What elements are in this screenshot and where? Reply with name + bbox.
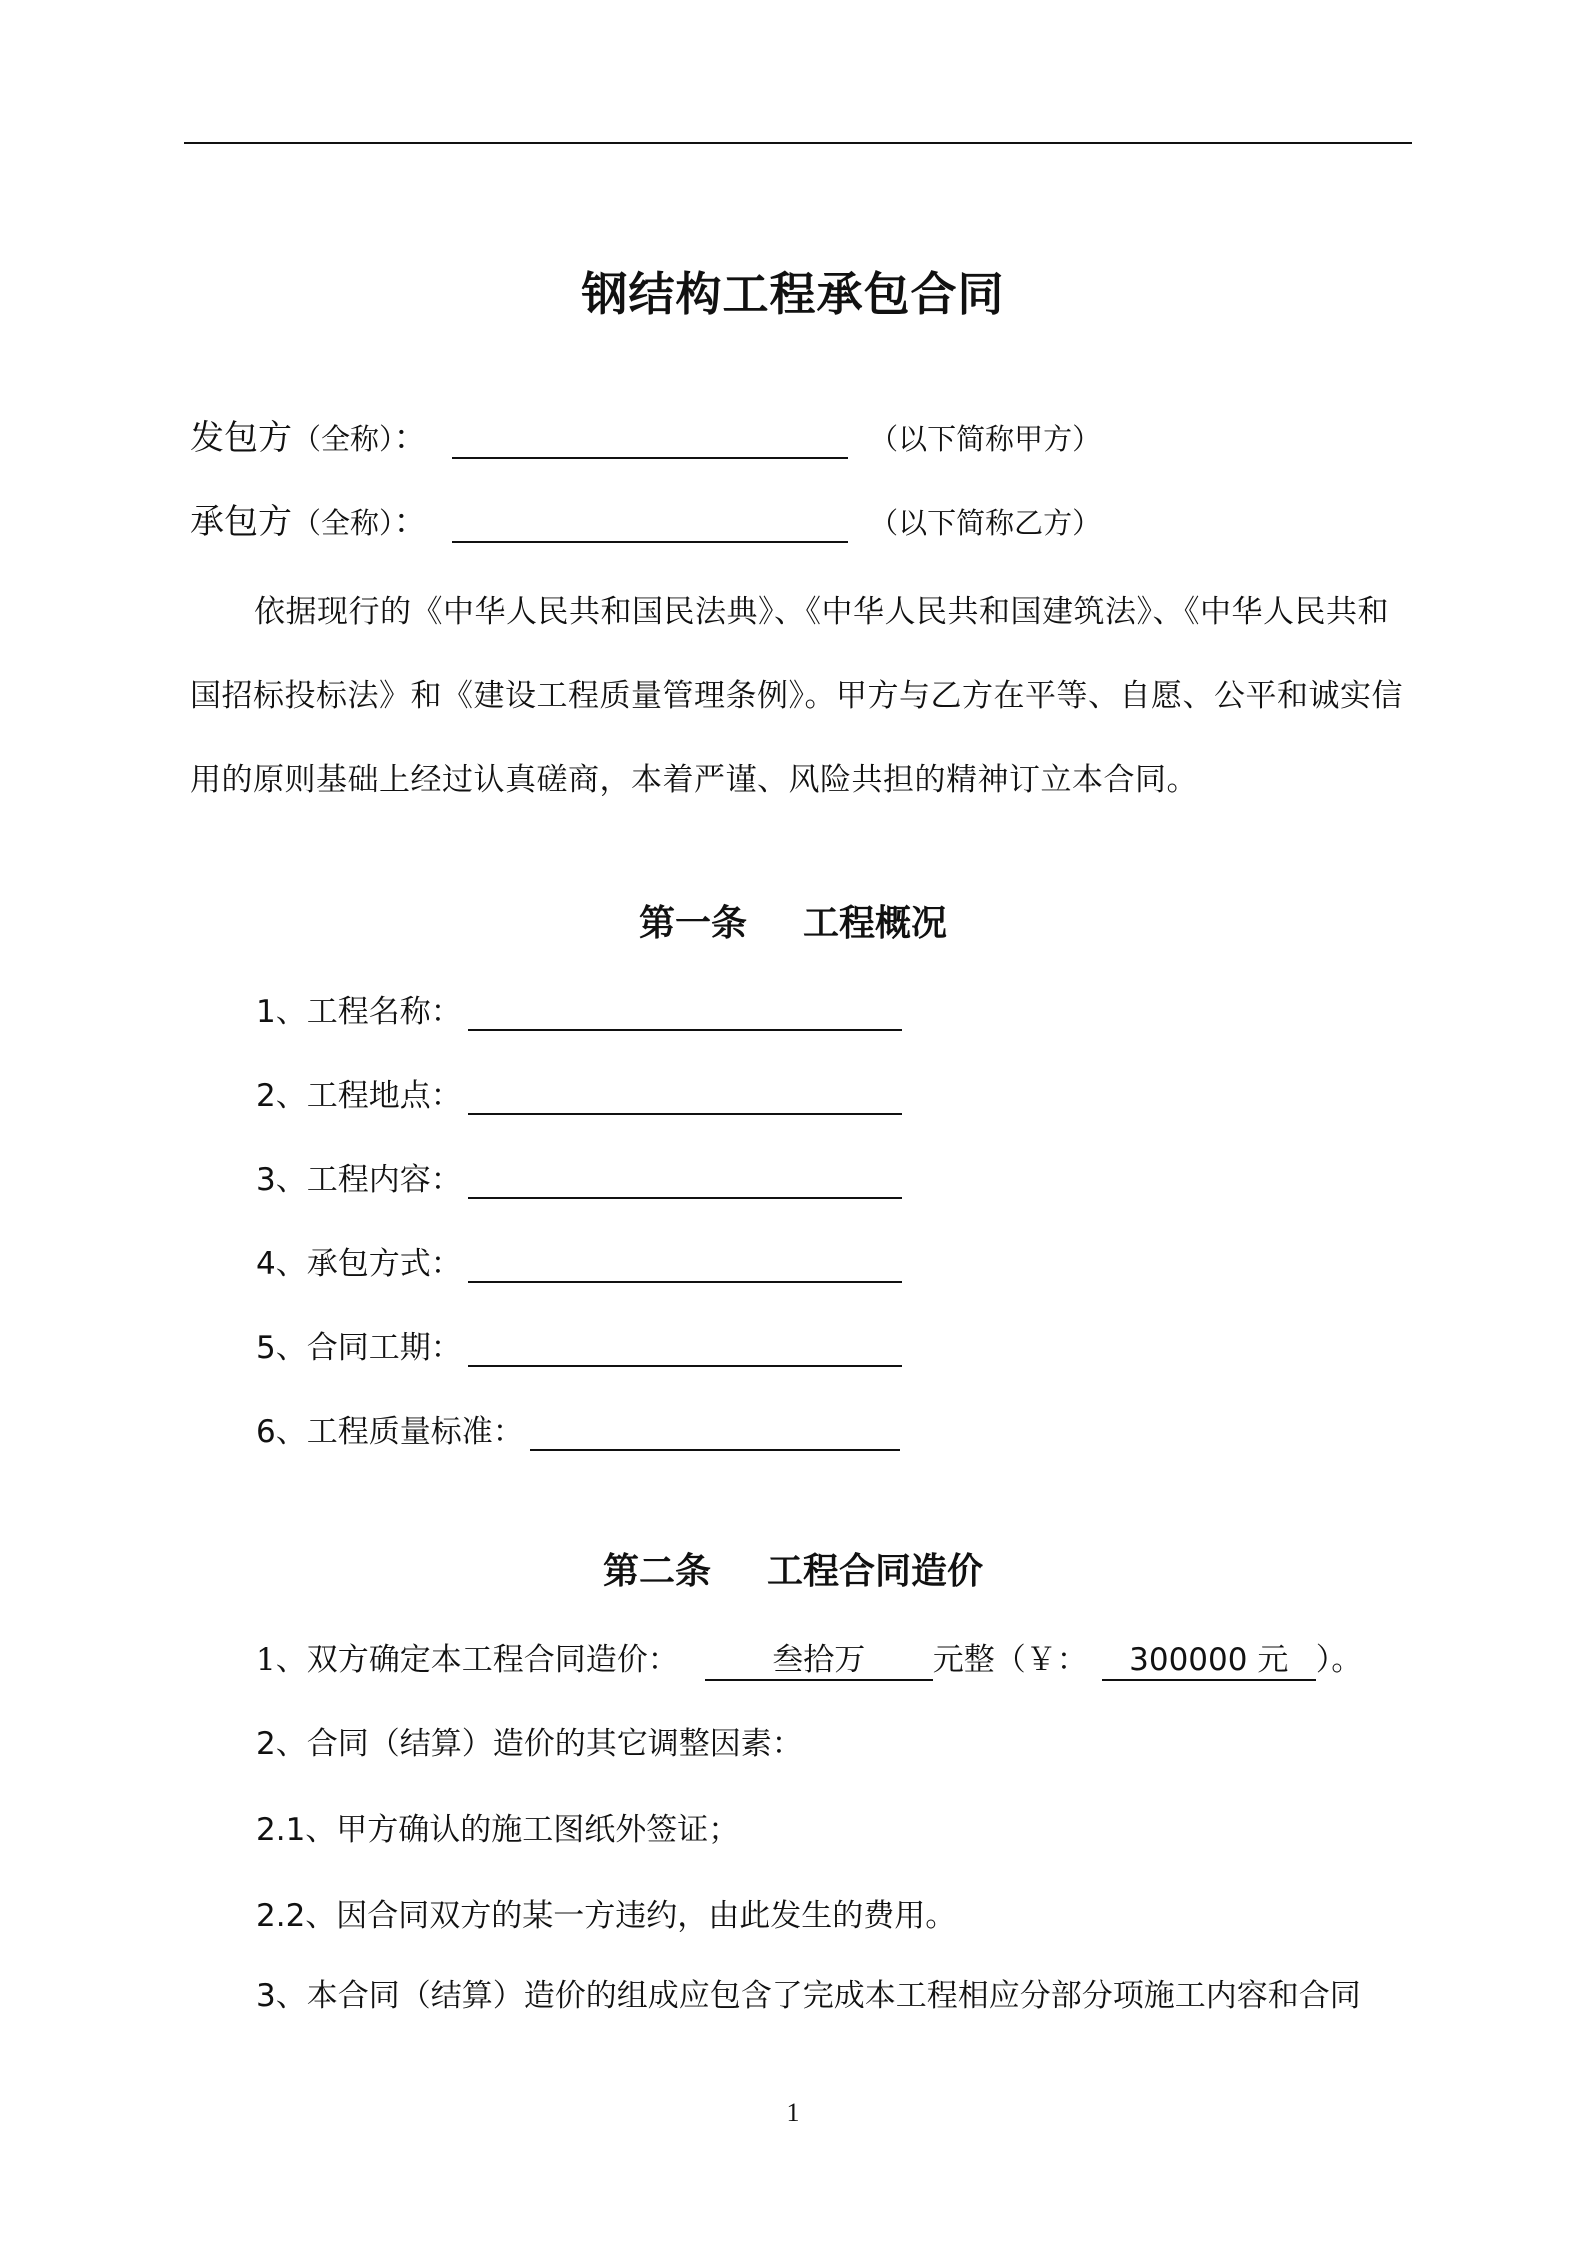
header-rule xyxy=(184,142,1412,144)
article1-title: 工程概况 xyxy=(803,903,948,944)
contractor-colon: ： xyxy=(393,502,428,542)
article1-item-period xyxy=(256,1322,902,1367)
project-location-blank[interactable] xyxy=(468,1077,902,1115)
article2-heading xyxy=(0,1543,1586,1594)
item-label: 1、工程名称： xyxy=(256,994,462,1030)
price-label: 双方确定本工程合同造价： xyxy=(306,1642,679,1678)
price-adjust-heading: 2、合同（结算）造价的其它调整因素： xyxy=(256,1726,803,1762)
article2-title: 工程合同造价 xyxy=(767,1551,984,1592)
contract-method-blank[interactable] xyxy=(468,1245,902,1283)
project-content-blank[interactable] xyxy=(468,1161,902,1199)
employer-colon: ： xyxy=(393,418,428,458)
price-item-number: 1、 xyxy=(256,1642,307,1678)
article1-heading xyxy=(0,895,1586,946)
price-close-text: ）。 xyxy=(1315,1642,1363,1678)
contractor-line xyxy=(190,494,1101,543)
contractor-abbrev-note: （以下简称乙方） xyxy=(869,506,1102,540)
item-label: 5、合同工期： xyxy=(256,1330,462,1366)
article1-number: 第一条 xyxy=(638,903,747,944)
employer-line xyxy=(190,410,1101,459)
article2-number: 第二条 xyxy=(602,1551,711,1592)
item-label: 6、工程质量标准： xyxy=(256,1414,524,1450)
article1-item-content xyxy=(256,1154,902,1199)
price-adjust-item-2-1: 2.1、甲方确认的施工图纸外签证； xyxy=(256,1812,740,1848)
item-label: 2、工程地点： xyxy=(256,1078,462,1114)
price-unit-text: 元整（￥： xyxy=(932,1642,1088,1678)
quality-standard-blank[interactable] xyxy=(530,1413,900,1451)
article1-item-quality xyxy=(256,1406,900,1451)
price-figure-field[interactable]: 300000 元 xyxy=(1102,1634,1316,1681)
employer-name-blank[interactable] xyxy=(452,417,848,459)
item-label: 4、承包方式： xyxy=(256,1246,462,1282)
article1-item-location xyxy=(256,1070,902,1115)
contract-period-blank[interactable] xyxy=(468,1329,902,1367)
item-label: 3、工程内容： xyxy=(256,1162,462,1198)
employer-abbrev-note: （以下简称甲方） xyxy=(869,422,1102,456)
price-in-words-field[interactable]: 叁拾万 xyxy=(705,1634,933,1681)
price-adjust-item-2-2: 2.2、因合同双方的某一方违约，由此发生的费用。 xyxy=(256,1898,957,1934)
employer-label: 发包方 xyxy=(190,418,292,458)
contractor-label: 承包方 xyxy=(190,502,292,542)
price-composition-item-3: 3、本合同（结算）造价的组成应包含了完成本工程相应分部分项施工内容和合同 xyxy=(256,1978,1361,2014)
price-line xyxy=(256,1634,1362,1681)
article1-item-method xyxy=(256,1238,902,1283)
contractor-fullname-hint: （全称） xyxy=(292,506,394,540)
employer-fullname-hint: （全称） xyxy=(292,422,394,456)
project-name-blank[interactable] xyxy=(468,993,902,1031)
preamble-paragraph: 依据现行的《中华人民共和国民法典》、《中华人民共和国建筑法》、《中华人民共和国招标投标法》和《建设工程质量管理条例》。甲方与乙方在平等、自愿、公平和诚实信用的原则基础上经过认真磋商，本着严谨、风险共担的精神订立本合同。 xyxy=(190,594,1403,798)
document-title: 钢结构工程承包合同 xyxy=(581,267,1005,321)
page-number: 1 xyxy=(786,2098,800,2127)
contractor-name-blank[interactable] xyxy=(452,501,848,543)
article1-item-name xyxy=(256,986,902,1031)
